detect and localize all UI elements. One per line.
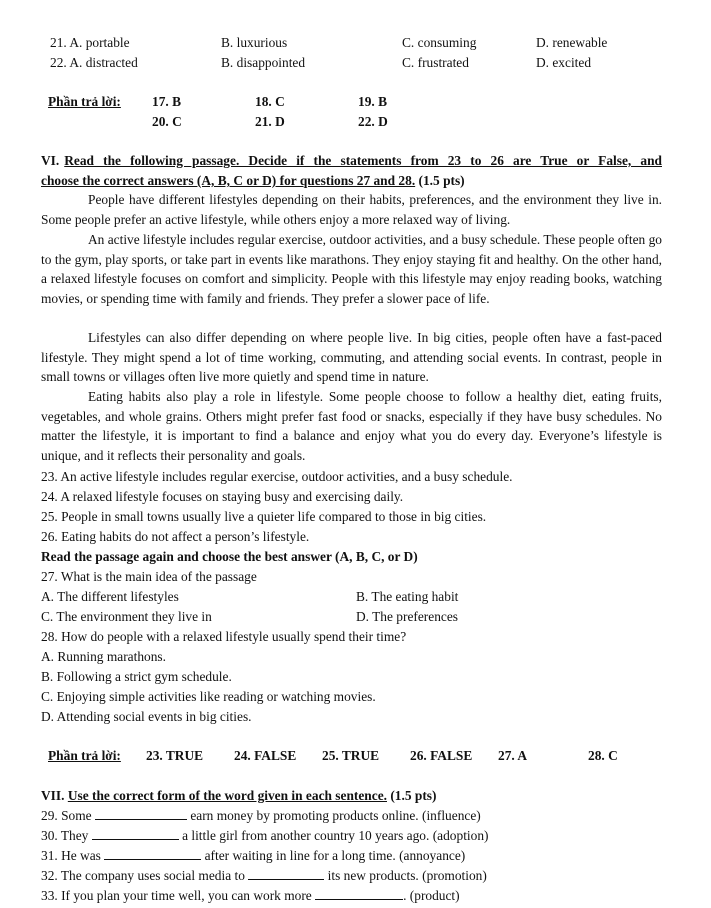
answer-22: 22. D	[358, 114, 388, 129]
q21-option-c: C. consuming	[402, 35, 477, 50]
read-again-instruction: Read the passage again and choose the best answer (A, B, C, or D)	[41, 549, 418, 564]
section-6-instruction-2: choose the correct answers (A, B, C or D) for questions 27 and 28.	[41, 173, 416, 188]
q22-option-c: C. frustrated	[402, 55, 469, 70]
q28-option-b: B. Following a strict gym schedule.	[41, 669, 232, 684]
answer-25: 25. TRUE	[322, 748, 380, 763]
section-7-heading	[41, 786, 436, 806]
answer-21: 21. D	[255, 114, 285, 129]
answer-19: 19. B	[358, 94, 388, 109]
section-6-number: VI.	[41, 153, 60, 168]
question-31: 31. He was after waiting in line for a long time. (annoyance)	[41, 848, 466, 863]
q21-option-b: B. luxurious	[221, 35, 288, 50]
statement-23: 23. An active lifestyle includes regular exercise, outdoor activities, and a busy schedule.	[41, 469, 513, 484]
section-7-points: (1.5 pts)	[387, 788, 437, 803]
answer-label: Phần trả lời:	[48, 94, 121, 109]
answer-24: 24. FALSE	[234, 748, 297, 763]
answer-27: 27. A	[498, 748, 528, 763]
answer-23: 23. TRUE	[146, 748, 204, 763]
answer-17: 17. B	[152, 94, 182, 109]
passage-paragraph-3: Lifestyles can also differ depending on where people live. In big cities, people often have a fast-paced lifestyle. They might spend a lot of time working, commuting, and attending social events. In contrast, people in small towns or villages often live more quietly and spend time in nature.	[41, 330, 662, 385]
answer-blank[interactable]	[104, 846, 201, 860]
answer-blank[interactable]	[95, 806, 187, 820]
answer-label-2: Phần trả lời:	[48, 748, 121, 763]
q22-option-d: D. excited	[536, 55, 592, 70]
statement-25: 25. People in small towns usually live a quieter life compared to those in big cities.	[41, 509, 487, 524]
statement-24: 24. A relaxed lifestyle focuses on staying busy and exercising daily.	[41, 489, 404, 504]
q28-option-c: C. Enjoying simple activities like reading or watching movies.	[41, 689, 376, 704]
answer-26: 26. FALSE	[410, 748, 473, 763]
section-7-instruction: Use the correct form of the word given in each sentence.	[67, 788, 387, 803]
q27-option-a: A. The different lifestyles	[41, 589, 179, 604]
answer-blank[interactable]	[248, 866, 324, 880]
question-28: 28. How do people with a relaxed lifestyle usually spend their time?	[41, 629, 407, 644]
q22-option-b: B. disappointed	[221, 55, 306, 70]
q27-option-d: D. The preferences	[356, 609, 458, 624]
section-6-instruction-1: Read the following passage. Decide if the statements from 23 to 26 are True or False, and	[64, 153, 662, 168]
section-7-number: VII.	[41, 788, 65, 803]
answer-20: 20. C	[152, 114, 182, 129]
passage-paragraph-1: People have different lifestyles depending on their habits, preferences, and the environment they live in. Some people prefer an active lifestyle, while others enjoy a more relaxed way of living.	[41, 192, 662, 227]
question-30: 30. They a little girl from another country 10 years ago. (adoption)	[41, 828, 489, 843]
q27-option-c: C. The environment they live in	[41, 609, 212, 624]
q21-option-d: D. renewable	[536, 35, 608, 50]
question-27: 27. What is the main idea of the passage	[41, 569, 257, 584]
answer-blank[interactable]	[92, 826, 179, 840]
question-33: 33. If you plan your time well, you can work more . (product)	[41, 888, 460, 903]
section-6-heading-line1	[41, 151, 662, 171]
section-6-heading-line2	[41, 171, 465, 191]
q28-option-d: D. Attending social events in big cities.	[41, 709, 252, 724]
statement-26: 26. Eating habits do not affect a person’s lifestyle.	[41, 529, 310, 544]
q28-option-a: A. Running marathons.	[41, 649, 166, 664]
section-6-points: (1.5 pts)	[415, 173, 465, 188]
passage-paragraph-4: Eating habits also play a role in lifestyle. Some people choose to follow a healthy diet, eating fruits, vegetables, and whole grains. Others might prefer fast food or snacks, especially if they have busy schedules. No matter the lifestyle, it is important to find a balance and enjoy what you do every day. Everyone’s lifestyle is unique, and it reflects their personality and goals.	[41, 389, 662, 463]
question-29: 29. Some earn money by promoting products online. (influence)	[41, 808, 481, 823]
q22-option-a: 22. A. distracted	[50, 55, 138, 70]
question-32: 32. The company uses social media to its new products. (promotion)	[41, 868, 487, 883]
answer-blank[interactable]	[315, 886, 403, 900]
answer-18: 18. C	[255, 94, 285, 109]
answer-28: 28. C	[588, 748, 618, 763]
passage-paragraph-2: An active lifestyle includes regular exercise, outdoor activities, and a busy schedule. These people often go to the gym, play sports, or take part in events like marathons. They enjoy staying fit and healthy. On the other hand, a relaxed lifestyle focuses on comfort and simplicity. People with this lifestyle may enjoy reading books, watching movies, or spending time with family and friends. They prefer a slower pace of life.	[41, 232, 662, 306]
q21-option-a: 21. A. portable	[50, 35, 130, 50]
q27-option-b: B. The eating habit	[356, 589, 459, 604]
